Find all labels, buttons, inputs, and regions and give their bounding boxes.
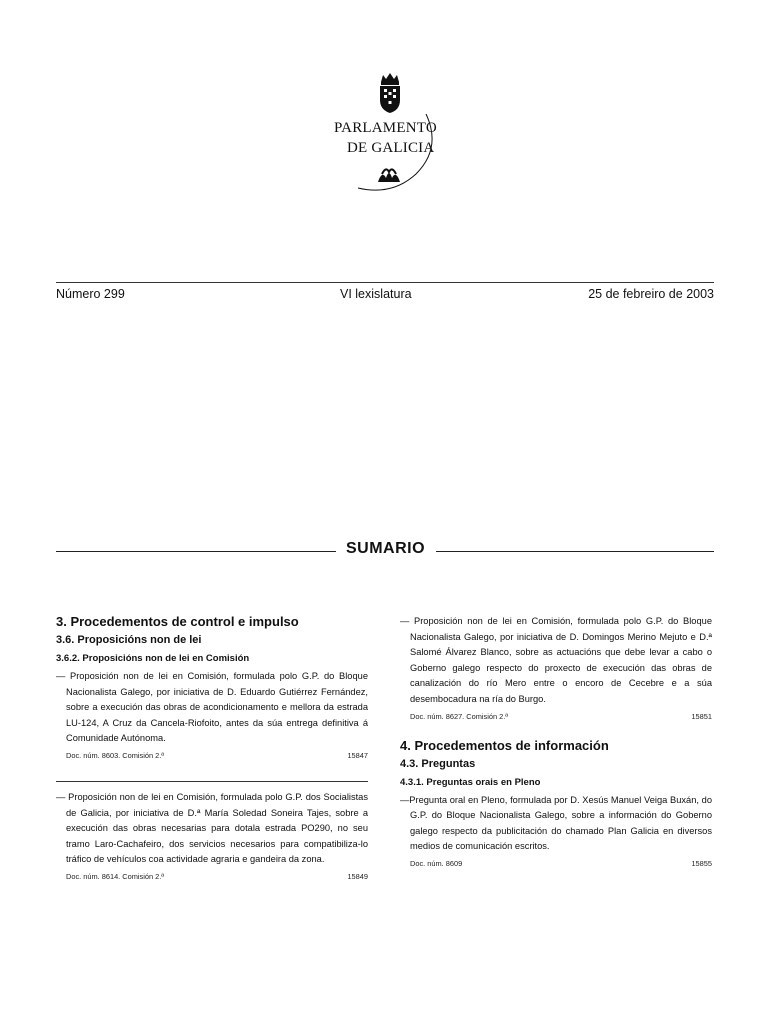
doc-number: Doc. núm. 8627. Comisión 2.ª xyxy=(410,711,509,721)
sumario-rule-right xyxy=(436,551,714,552)
waves-icon xyxy=(376,164,402,184)
subsubsection-heading: 3.6.2. Proposicións non de lei en Comisión xyxy=(56,653,250,664)
doc-number: Doc. núm. 8614. Comisión 2.ª xyxy=(66,871,165,881)
list-item: —Pregunta oral en Pleno, formulada por D. Xesús Manuel Veiga Buxán, do G.P. do Bloque Nacionalista Galego, sobre a información do Goberno galego respecto da publicitación do chamado Plan Galicia en diversos medios de comunicación escritos. xyxy=(400,794,712,852)
doc-reference xyxy=(400,710,712,724)
logo-text-line2: DE GALICIA xyxy=(347,140,435,156)
subsection-heading: 3.6. Proposicións non de lei xyxy=(56,634,202,646)
doc-reference xyxy=(56,870,368,884)
issue-date: 25 de febreiro de 2003 xyxy=(588,287,714,301)
sumario-title: SUMARIO xyxy=(346,540,426,557)
page-number: 15849 xyxy=(347,871,368,881)
legislature: VI lexislatura xyxy=(340,287,412,301)
list-item: — Proposición non de lei en Comisión, formulada polo G.P. do Bloque Nacionalista Galego, por iniciativa de D. Domingos Merino Mejuto e D.ª Salomé Álvarez Blanco, sobre as actuacións que debe levar a cabo o Goberno galego respecto do proxecto de execución das obras de canalización do río Mero entre o encoro de Cecebre e a súa desembocadura na ría do Burgo. xyxy=(400,616,712,704)
subsection-heading: 4.3. Preguntas xyxy=(400,757,476,770)
entry-separator xyxy=(56,781,368,782)
list-item: — Proposición non de lei en Comisión, formulada polo G.P. dos Socialistas de Galicia, por iniciativa de D.ª María Soledad Soneira Tajes, sobre a execución das obras necesarias para dotala estrada PO290, no seu tramo Laro-Cachafeiro, dos servicios necesarios para compatibiliza-lo tráfico de vehículos coa actividade agraria e gandeira da zona. xyxy=(56,791,368,865)
doc-reference xyxy=(400,857,712,871)
logo-text-line1: PARLAMENTO xyxy=(334,120,437,136)
left-column xyxy=(56,614,368,884)
doc-number: Doc. núm. 8609 xyxy=(410,858,463,868)
issue-number: Número 299 xyxy=(56,287,125,301)
doc-number: Doc. núm. 8603. Comisión 2.ª xyxy=(66,750,165,760)
section-heading: 3. Procedementos de control e impulso xyxy=(56,614,299,629)
sumario-heading xyxy=(56,540,714,564)
list-item: — Proposición non de lei en Comisión, formulada polo G.P. do Bloque Nacionalista Galego, por iniciativa de D. Eduardo Gutiérrez Fernández, sobre a execución das obras de acondicionamento e mellora da estrada LU-124, A Cruz da Cancela-Riofoito, antes da súa entrega definitiva á Comunidade Autónoma. xyxy=(56,671,368,744)
subsubsection-heading: 4.3.1. Preguntas orais en Pleno xyxy=(400,776,541,788)
page-number: 15851 xyxy=(691,711,712,721)
section-heading: 4. Procedementos de información xyxy=(400,737,609,753)
page-number: 15855 xyxy=(691,858,712,868)
sumario-rule-left xyxy=(56,551,336,552)
doc-reference xyxy=(56,749,368,763)
page-number: 15847 xyxy=(347,750,368,760)
right-column xyxy=(400,614,712,871)
parliament-logo xyxy=(330,72,440,197)
header-rule xyxy=(56,282,714,283)
